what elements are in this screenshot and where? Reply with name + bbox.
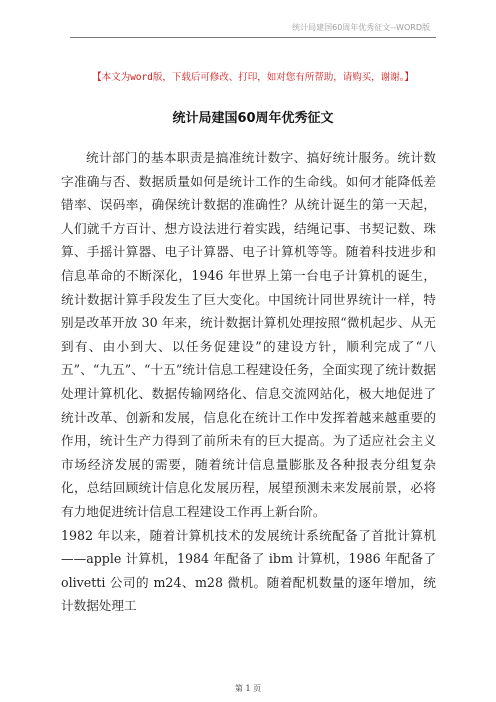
page-number: 第 1 页	[234, 684, 262, 693]
document-title: 统计局建国60周年优秀征文	[172, 111, 334, 126]
paragraph: 1982 年以来，随着计算机技术的发展统计系统配备了首批计算机——apple 计算机，1984 年配备了 ibm 计算机，1986 年配备了 olivetti 公司的 m24、m28 微机。随着配机数量的逐年增加，统计数据处理工	[61, 527, 436, 614]
header-divider	[70, 37, 436, 38]
document-body	[61, 146, 436, 618]
running-header: 统计局建国60周年优秀征文--WORD版	[292, 23, 430, 32]
download-notice: 【本文为word版，下载后可修改、打印，如对您有所帮助，请购买，谢谢。】	[92, 72, 414, 83]
paragraph: 统计部门的基本职责是搞准统计数字、搞好统计服务。统计数字准确与否、数据质量如何是统计工作的生命线。如何才能降低差错率、误码率，确保统计数据的准确性？从统计诞生的第一天起，人们就千方百计、想方设法进行着实践，结绳记事、书契记数、珠算、手摇计算器、电子计算器、电子计算机等等。随着科技进步和信息革命的不断深化，1946 年世界上第一台电子计算机的诞生，统计数据计算手段发生了巨大变化。中国统计同世界统计一样，特别是改革开放 30 年来，统计数据计算机处理按照“微机起步、从无到有、由小到大、以任务促建设”的建设方针，顺利完成了“八五”、“九五”、“十五”统计信息工程建设任务，全面实现了统计数据处理计算机化、数据传输网络化、信息交流网站化，极大地促进了统计改革、创新和发展，信息化在统计工作中发挥着越来越重要的作用，统计生产力得到了前所未有的巨大提高。为了适应社会主义市场经济发展的需要，随着统计信息量膨胀及各种报表分组复杂化，总结回顾统计信息化发展历程，展望预测未来发展前景，必将有力地促进统计信息工程建设工作再上新台阶。	[61, 150, 436, 519]
